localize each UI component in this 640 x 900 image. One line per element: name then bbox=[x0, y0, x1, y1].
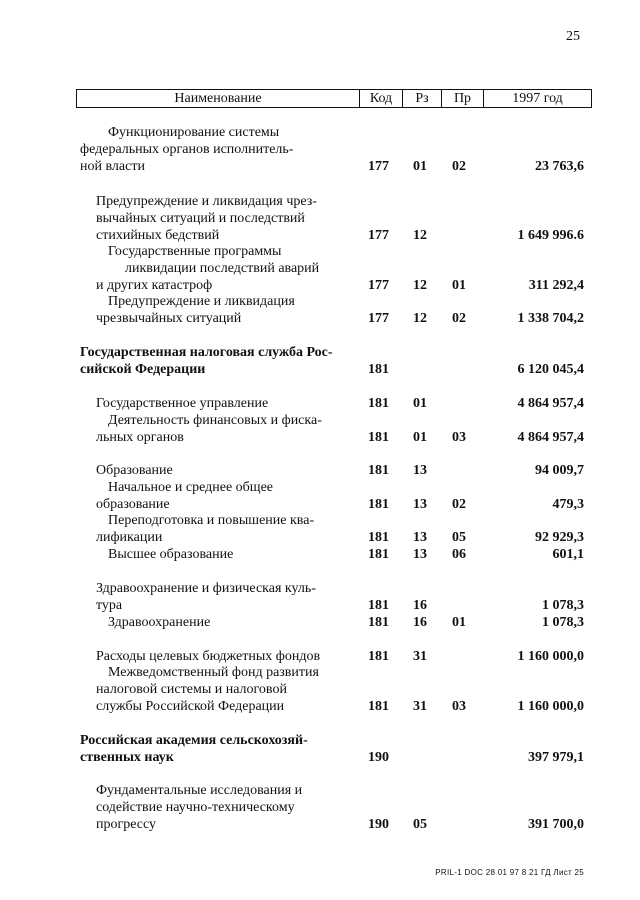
row-rz: 16 bbox=[413, 598, 427, 613]
header-rz: Рз bbox=[403, 90, 442, 107]
row-rz: 01 bbox=[413, 159, 427, 174]
row-value: 94 009,7 bbox=[535, 463, 584, 478]
row-rz: 13 bbox=[413, 463, 427, 478]
row-value: 397 979,1 bbox=[528, 750, 584, 765]
row-name-line: Начальное и среднее общее bbox=[108, 480, 273, 495]
row-kod: 181 bbox=[368, 530, 389, 545]
row-kod: 181 bbox=[368, 615, 389, 630]
row-name-line: ликвидации последствий аварий bbox=[125, 261, 320, 276]
row-name-line: содействие научно-техническому bbox=[96, 800, 295, 815]
row-value: 4 864 957,4 bbox=[517, 430, 584, 445]
row-rz: 13 bbox=[413, 530, 427, 545]
row-kod: 177 bbox=[368, 278, 389, 293]
row-name-line: образование bbox=[96, 497, 170, 512]
row-name-line: Высшее образование bbox=[108, 547, 234, 562]
row-rz: 12 bbox=[413, 228, 427, 243]
row-name-line: Предупреждение и ликвидация bbox=[108, 294, 295, 309]
row-value: 4 864 957,4 bbox=[517, 396, 584, 411]
row-value: 1 649 996.6 bbox=[517, 228, 584, 243]
row-name-line: службы Российской Федерации bbox=[96, 699, 285, 714]
row-pr: 05 bbox=[452, 530, 466, 545]
row-name-line: прогрессу bbox=[96, 817, 157, 832]
row-rz: 13 bbox=[413, 547, 427, 562]
row-name-line: налоговой системы и налоговой bbox=[96, 682, 287, 697]
row-value: 6 120 045,4 bbox=[517, 362, 584, 377]
row-name-line: Расходы целевых бюджетных фондов bbox=[96, 649, 321, 664]
header-year: 1997 год bbox=[512, 91, 563, 106]
row-name-line: стихийных бедствий bbox=[96, 228, 220, 243]
row-rz: 16 bbox=[413, 615, 427, 630]
row-name-line: Функционирование системы bbox=[108, 125, 280, 140]
row-kod: 181 bbox=[368, 430, 389, 445]
row-value: 1 078,3 bbox=[542, 615, 584, 630]
row-pr: 03 bbox=[452, 699, 466, 714]
row-kod: 181 bbox=[368, 463, 389, 478]
row-name-line: вычайных ситуаций и последствий bbox=[96, 211, 305, 226]
header-kod: Код bbox=[360, 90, 403, 107]
row-name-line: Переподготовка и повышение ква- bbox=[108, 513, 315, 528]
row-value: 1 160 000,0 bbox=[517, 699, 584, 714]
row-name-line: и других катастроф bbox=[96, 278, 213, 293]
row-kod: 190 bbox=[368, 817, 389, 832]
row-name-line: Фундаментальные исследования и bbox=[96, 783, 303, 798]
row-name-line: ственных наук bbox=[80, 750, 174, 765]
row-kod: 181 bbox=[368, 362, 389, 377]
row-name-line: Образование bbox=[96, 463, 173, 478]
row-pr: 06 bbox=[452, 547, 466, 562]
row-pr: 02 bbox=[452, 311, 466, 326]
row-rz: 12 bbox=[413, 278, 427, 293]
row-name-line: Российская академия сельскохозяй- bbox=[80, 733, 308, 748]
row-rz: 01 bbox=[413, 396, 427, 411]
row-kod: 177 bbox=[368, 159, 389, 174]
header-name: Наименование bbox=[77, 90, 360, 107]
row-name-line: чрезвычайных ситуаций bbox=[96, 311, 242, 326]
row-value: 92 929,3 bbox=[535, 530, 584, 545]
row-value: 1 078,3 bbox=[542, 598, 584, 613]
row-kod: 177 bbox=[368, 228, 389, 243]
row-kod: 181 bbox=[368, 699, 389, 714]
row-name-line: Предупреждение и ликвидация чрез- bbox=[96, 194, 317, 209]
row-kod: 181 bbox=[368, 547, 389, 562]
row-rz: 12 bbox=[413, 311, 427, 326]
row-name-line: Государственная налоговая служба Рос- bbox=[80, 345, 333, 360]
document-footer: PRIL-1 DOC 28 01 97 8 21 ГД Лист 25 bbox=[435, 868, 584, 877]
row-name-line: тура bbox=[96, 598, 123, 613]
page-number: 25 bbox=[566, 29, 580, 44]
row-name-line: сийской Федерации bbox=[80, 362, 206, 377]
row-kod: 181 bbox=[368, 598, 389, 613]
row-value: 601,1 bbox=[552, 547, 584, 562]
row-name-line: Государственные программы bbox=[108, 244, 282, 259]
row-name-line: ной власти bbox=[80, 159, 145, 174]
row-kod: 181 bbox=[368, 649, 389, 664]
row-kod: 190 bbox=[368, 750, 389, 765]
row-name-line: федеральных органов исполнитель- bbox=[80, 142, 294, 157]
table-header bbox=[76, 89, 592, 108]
row-rz: 31 bbox=[413, 699, 427, 714]
row-name-line: Здравоохранение bbox=[108, 615, 211, 630]
row-kod: 181 bbox=[368, 497, 389, 512]
row-value: 391 700,0 bbox=[528, 817, 584, 832]
row-value: 311 292,4 bbox=[528, 278, 584, 293]
row-pr: 02 bbox=[452, 159, 466, 174]
row-kod: 181 bbox=[368, 396, 389, 411]
row-name-line: Государственное управление bbox=[96, 396, 269, 411]
row-rz: 01 bbox=[413, 430, 427, 445]
row-name-line: Межведомственный фонд развития bbox=[108, 665, 319, 680]
row-name-line: Деятельность финансовых и фиска- bbox=[108, 413, 322, 428]
row-name-line: льных органов bbox=[96, 430, 184, 445]
row-pr: 02 bbox=[452, 497, 466, 512]
header-pr: Пр bbox=[442, 90, 484, 107]
row-rz: 13 bbox=[413, 497, 427, 512]
row-name-line: лификации bbox=[96, 530, 163, 545]
row-value: 1 160 000,0 bbox=[517, 649, 584, 664]
row-value: 1 338 704,2 bbox=[517, 311, 584, 326]
row-pr: 01 bbox=[452, 278, 466, 293]
row-pr: 03 bbox=[452, 430, 466, 445]
row-pr: 01 bbox=[452, 615, 466, 630]
row-name-line: Здравоохранение и физическая куль- bbox=[96, 581, 316, 596]
row-kod: 177 bbox=[368, 311, 389, 326]
row-rz: 31 bbox=[413, 649, 427, 664]
row-value: 479,3 bbox=[552, 497, 584, 512]
row-rz: 05 bbox=[413, 817, 427, 832]
row-value: 23 763,6 bbox=[535, 159, 584, 174]
